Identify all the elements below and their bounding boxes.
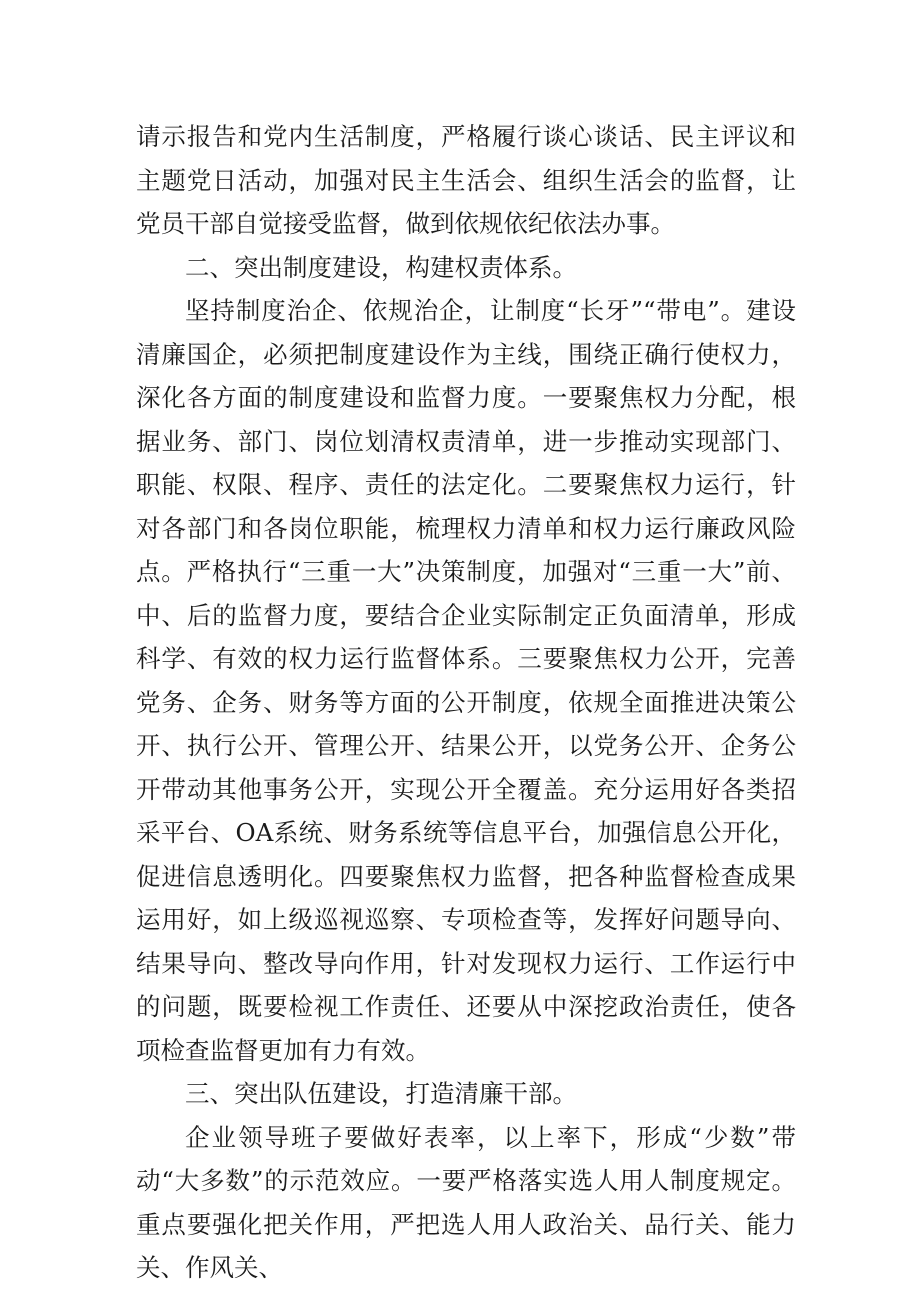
continuation-paragraph: 请示报告和党内生活制度，严格履行谈心谈话、民主评议和主题党日活动，加强对民主生活会、组织生活会的监督，让党员干部自觉接受监督，做到依规依纪依法办事。 <box>136 122 796 238</box>
section-heading-2: 二、突出制度建设，构建权责体系。 <box>185 252 577 282</box>
section-heading-3: 三、突出队伍建设，打造清廉干部。 <box>185 1079 577 1108</box>
body-paragraph-2: 坚持制度治企、依规治企，让制度“长牙”“带电”。建设清廉国企，必须把制度建设作为主线，围绕正确行使权力，深化各方面的制度建设和监督力度。一要聚焦权力分配，根据业务、部门、岗位划清权责清单，进一步推动实现部门、职能、权限、程序、责任的法定化。二要聚焦权力运行，针对各部门和各岗位职能，梳理权力清单和权力运行廉政风险点。严格执行“三重一大”决策制度，加强对“三重一大”前、中、后的监督力度，要结合企业实际制定正负面清单，形成科学、有效的权力运行监督体系。三要聚焦权力公开，完善党务、企务、财务等方面的公开制度，依规全面推进决策公开、执行公开、管理公开、结果公开，以党务公开、企务公开带动其他事务公开，实现公开全覆盖。充分运用好各类招采平台、OA系统、财务系统等信息平台，加强信息公开化，促进信息透明化。四要聚焦权力监督，把各种监督检查成果运用好，如上级巡视巡察、专项检查等，发挥好问题导向、结果导向、整改导向作用，针对发现权力运行、工作运行中的问题，既要检视工作责任、还要从中深挖政治责任，使各项检查监督更加有力有效。 <box>136 296 796 1065</box>
body-paragraph-3: 企业领导班子要做好表率，以上率下，形成“少数”带动“大多数”的示范效应。一要严格落实选人用人制度规定。重点要强化把关作用，严把选人用人政治关、品行关、能力关、作风关、 <box>136 1122 796 1282</box>
document-page <box>136 115 796 1290</box>
